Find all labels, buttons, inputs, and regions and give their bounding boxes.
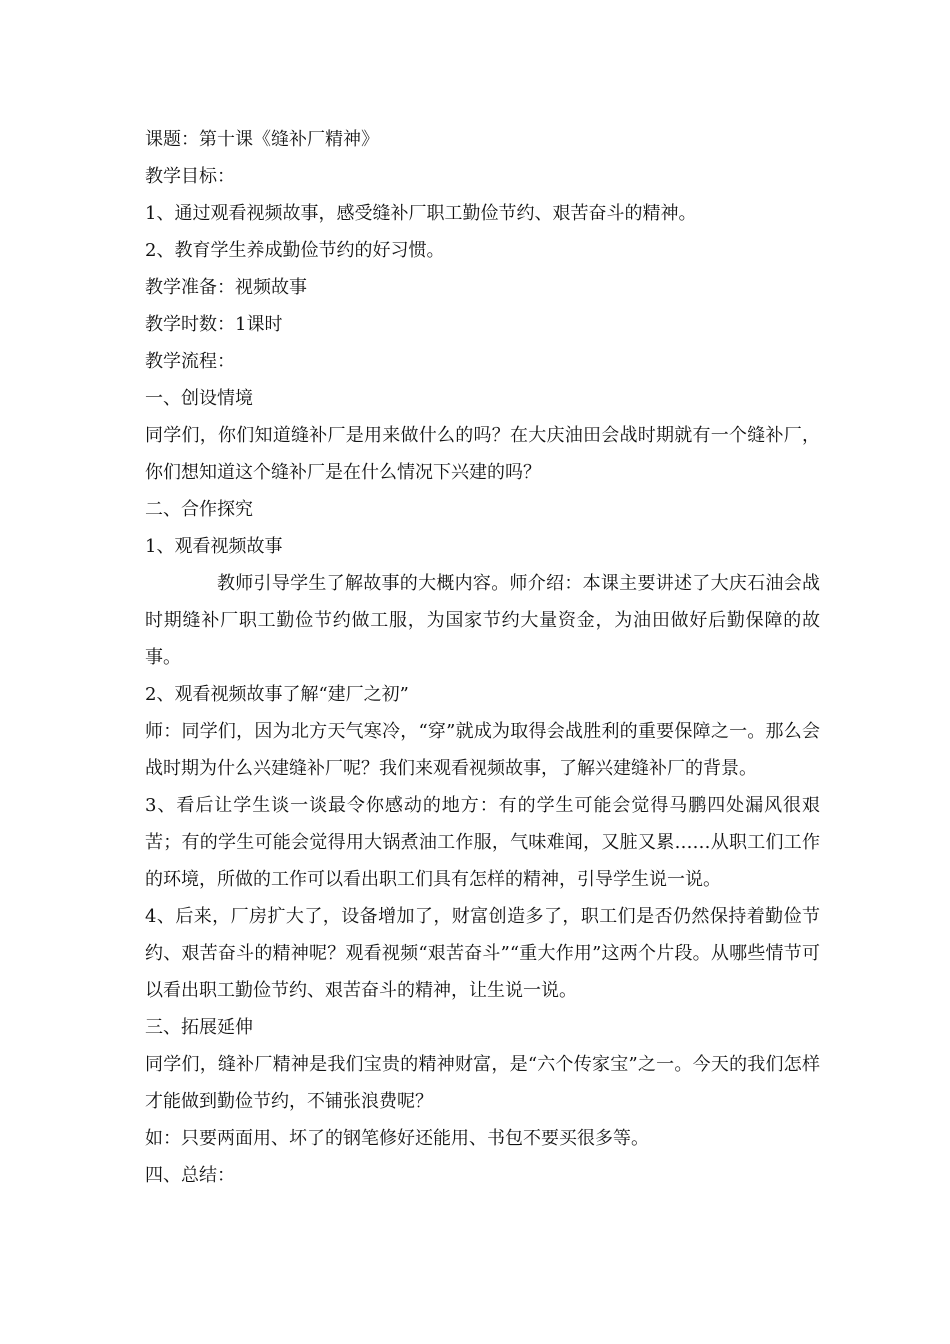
paragraph: 同学们，你们知道缝补厂是用来做什么的吗？在大庆油田会战时期就有一个缝补厂，你们想知道这个缝补厂是在什么情况下兴建的吗？ <box>145 425 820 483</box>
document-body <box>145 121 820 1194</box>
section-heading: 三、拓展延伸 <box>145 1017 253 1038</box>
paragraph: 如：只要两面用、坏了的钢笔修好还能用、书包不要买很多等。 <box>145 1128 649 1149</box>
objective-item: 1、通过观看视频故事，感受缝补厂职工勤俭节约、艰苦奋斗的精神。 <box>145 203 697 224</box>
section-heading-process: 教学流程： <box>145 351 235 372</box>
section-heading: 二、合作探究 <box>145 499 253 520</box>
paragraph: 同学们，缝补厂精神是我们宝贵的精神财富，是“六个传家宝”之一。今天的我们怎样才能做到勤俭节约，不铺张浪费呢？ <box>145 1054 820 1112</box>
class-hours-line: 教学时数：1课时 <box>145 314 283 335</box>
step-heading: 1、观看视频故事 <box>145 536 283 557</box>
section-heading-objectives: 教学目标： <box>145 166 235 187</box>
lesson-title: 课题：第十课《缝补厂精神》 <box>145 129 379 150</box>
section-heading: 一、创设情境 <box>145 388 253 409</box>
objective-item: 2、教育学生养成勤俭节约的好习惯。 <box>145 240 445 261</box>
paragraph: 4、后来，厂房扩大了，设备增加了，财富创造多了，职工们是否仍然保持着勤俭节约、艰苦奋斗的精神呢？观看视频“艰苦奋斗”“重大作用”这两个片段。从哪些情节可以看出职工勤俭节约、艰苦奋斗的精神，让生说一说。 <box>145 906 820 1001</box>
paragraph: 师：同学们，因为北方天气寒冷，“穿”就成为取得会战胜利的重要保障之一。那么会战时期为什么兴建缝补厂呢？我们来观看视频故事，了解兴建缝补厂的背景。 <box>145 721 820 779</box>
preparation-line: 教学准备：视频故事 <box>145 277 307 298</box>
step-heading: 2、观看视频故事了解“建厂之初” <box>145 684 409 705</box>
section-heading: 四、总结： <box>145 1165 235 1186</box>
paragraph: 3、看后让学生谈一谈最令你感动的地方：有的学生可能会觉得马鹏四处漏风很艰苦；有的学生可能会觉得用大锅煮油工作服，气味难闻，又脏又累……从职工们工作的环境，所做的工作可以看出职工们具有怎样的精神，引导学生说一说。 <box>145 795 820 890</box>
paragraph: 教师引导学生了解故事的大概内容。师介绍：本课主要讲述了大庆石油会战时期缝补厂职工勤俭节约做工服，为国家节约大量资金，为油田做好后勤保障的故事。 <box>145 573 820 668</box>
